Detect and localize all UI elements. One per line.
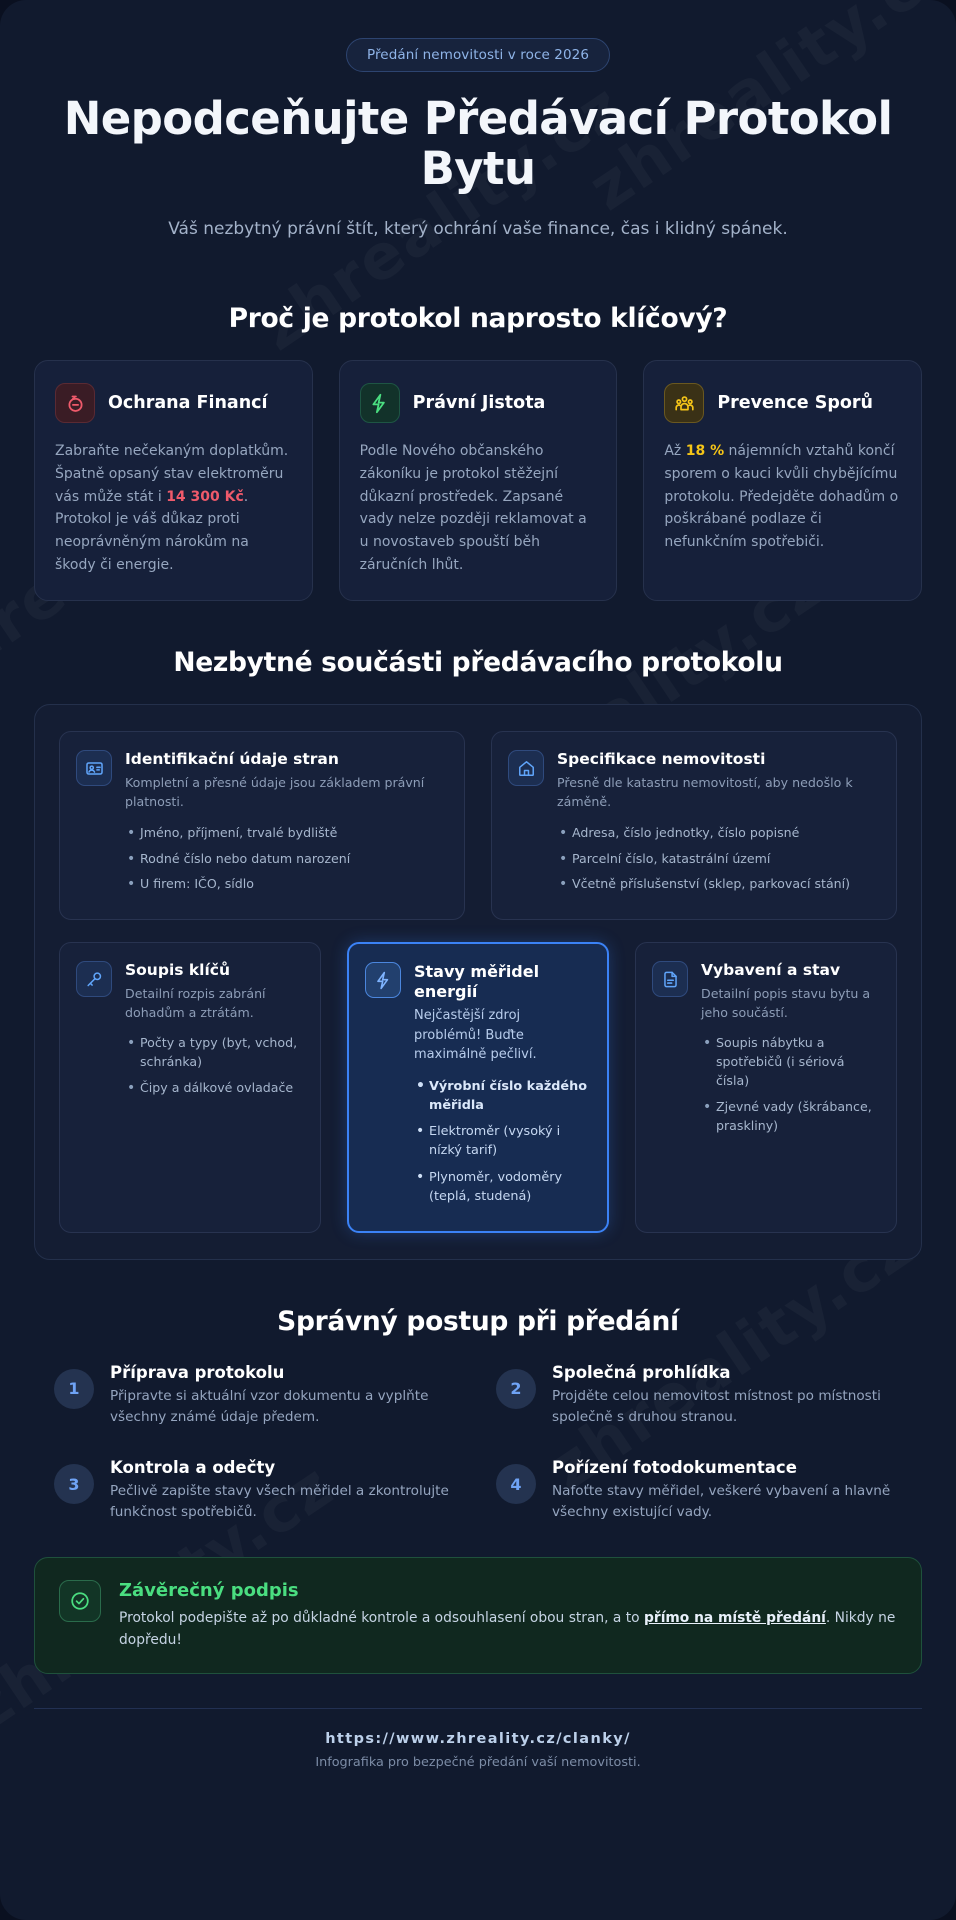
why-card-title: Prevence Sporů — [717, 392, 873, 413]
list-item: • Jméno, příjmení, trvalé bydliště — [125, 824, 448, 843]
step-desc: Pečlivě zapište stavy všech měřidel a zkontrolujte funkčnost spotřebičů. — [110, 1483, 449, 1521]
part-card-desc: Detailní rozpis zabrání dohadům a ztrátám. — [125, 985, 266, 1020]
step-title: Příprava protokolu — [110, 1362, 285, 1382]
part-card-featured — [347, 942, 609, 1233]
why-section-title: Proč je protokol naprosto klíčový? — [228, 303, 728, 335]
signature-text-before: Protokol podepište až po důkladné kontrole a odsouhlasení obou stran, a to — [119, 1610, 645, 1627]
step-desc: Projděte celou nemovitost místnost po místnosti společně s druhou stranou. — [552, 1387, 881, 1425]
steps-grid — [34, 1363, 922, 1523]
part-card-list — [125, 824, 448, 895]
list-item: • Adresa, číslo jednotky, číslo popisné — [557, 824, 880, 843]
step-item — [54, 1458, 460, 1523]
part-card-list — [557, 824, 880, 895]
why-card-text-before: Podle Nového občanského zákoníku je protokol stěžejní důkazní prostředek. Zapsané vady nelze později reklamovat a u novostaveb spouští běh záručních lhůt. — [359, 443, 587, 573]
parts-row-2 — [59, 942, 897, 1233]
id-card-icon — [76, 750, 112, 786]
page-title: Nepodceňujte Předávací Protokol Bytu — [63, 92, 893, 196]
list-item: • Včetně příslušenství (sklep, parkovací stání) — [557, 875, 880, 894]
why-card — [643, 360, 922, 601]
list-item: • Parcelní číslo, katastrální území — [557, 850, 880, 869]
why-card-body — [664, 440, 901, 553]
list-item: • Rodné číslo nebo datum narození — [125, 850, 448, 869]
list-item: • Elektroměr (vysoký i nízký tarif) — [414, 1122, 591, 1160]
part-card — [491, 731, 897, 920]
list-item: • Zjevné vady (škrábance, praskliny) — [701, 1098, 880, 1136]
why-card-header — [664, 383, 901, 423]
bolt-icon — [360, 383, 400, 423]
signature-emphasis: přímo na místě předání — [644, 1610, 826, 1627]
step-number: 1 — [54, 1369, 94, 1409]
document-icon — [652, 961, 688, 997]
list-item: • Plynoměr, vodoměry (teplá, studená) — [414, 1168, 591, 1206]
why-cards-grid — [34, 360, 922, 601]
hero-section — [34, 30, 922, 257]
part-card-desc: Detailní popis stavu bytu a jeho součástí. — [701, 985, 871, 1020]
check-circle-icon — [59, 1580, 101, 1622]
footer-url[interactable]: https://www.zhreality.cz/clanky/ — [325, 1731, 631, 1748]
footer-note: Infografika pro bezpečné předání vaší nemovitosti. — [315, 1755, 641, 1771]
why-card-text-after: . Protokol je váš důkaz proti neoprávněným nárokům na škody či energie. — [55, 488, 249, 573]
piggy-bank-icon — [55, 383, 95, 423]
parts-row-1 — [59, 731, 897, 920]
step-desc: Připravte si aktuální vzor dokumentu a vyplňte všechny známé údaje předem. — [110, 1387, 429, 1425]
why-card — [339, 360, 618, 601]
why-card-body — [360, 440, 597, 576]
why-card — [34, 360, 313, 601]
why-card-highlight: 14 300 Kč — [166, 488, 244, 505]
steps-section-title: Správný postup při předání — [277, 1305, 679, 1337]
step-title: Pořízení fotodokumentace — [552, 1458, 797, 1478]
parts-section-title: Nezbytné součásti předávacího protokolu — [173, 647, 783, 679]
list-item: • Počty a typy (byt, vchod, schránka) — [125, 1034, 304, 1072]
signature-text-after: . Nikdy ne dopředu! — [119, 1610, 896, 1649]
hero-subtitle: Váš nezbytný právní štít, který ochrání vaše finance, čas i klidný spánek. — [168, 218, 788, 239]
why-card-header — [55, 383, 292, 423]
why-card-title: Právní Jistota — [412, 392, 546, 413]
users-group-icon — [664, 383, 704, 423]
part-card-title: Soupis klíčů — [125, 961, 231, 980]
part-card-list — [414, 1077, 591, 1206]
part-card — [635, 942, 897, 1233]
why-card-text-before: Až — [664, 443, 686, 460]
why-card-highlight: 18 % — [685, 443, 725, 460]
part-card-title: Stavy měřidel energií — [414, 962, 540, 1002]
part-card-title: Specifikace nemovitosti — [557, 750, 766, 769]
signature-callout — [34, 1557, 922, 1674]
list-item: • U firem: IČO, sídlo — [125, 875, 448, 894]
why-card-title: Ochrana Financí — [108, 392, 268, 413]
why-card-header — [360, 383, 597, 423]
step-number: 2 — [496, 1369, 536, 1409]
part-card-title: Vybavení a stav — [701, 961, 841, 980]
why-card-text-before: Zabraňte nečekaným doplatkům. Špatně opsaný stav elektroměru vás může stát i — [55, 443, 289, 505]
footer — [34, 1708, 922, 1798]
part-card-desc: Nejčastější zdroj problémů! Buďte maximálně pečliví. — [414, 1008, 537, 1063]
part-card-desc: Kompletní a přesné údaje jsou základem právní platnosti. — [125, 774, 425, 809]
signature-text — [119, 1607, 897, 1651]
parts-panel — [34, 704, 922, 1259]
key-icon — [76, 961, 112, 997]
bolt-icon — [365, 962, 401, 998]
part-card-desc: Přesně dle katastru nemovitostí, aby nedošlo k záměně. — [557, 774, 853, 809]
step-desc: Nafoťte stavy měřidel, veškeré vybavení a hlavně všechny existující vady. — [552, 1483, 891, 1521]
hero-badge: Předání nemovitosti v roce 2026 — [346, 38, 610, 72]
signature-title: Závěrečný podpis — [119, 1580, 299, 1602]
list-item: • Výrobní číslo každého měřidla — [414, 1077, 591, 1115]
home-icon — [508, 750, 544, 786]
step-number: 4 — [496, 1464, 536, 1504]
step-item — [496, 1363, 902, 1428]
part-card — [59, 942, 321, 1233]
part-card — [59, 731, 465, 920]
part-card-title: Identifikační údaje stran — [125, 750, 339, 769]
step-title: Společná prohlídka — [552, 1362, 731, 1382]
list-item: • Čipy a dálkové ovladače — [125, 1079, 304, 1098]
step-title: Kontrola a odečty — [110, 1458, 276, 1478]
step-number: 3 — [54, 1464, 94, 1504]
step-item — [54, 1363, 460, 1428]
part-card-list — [701, 1034, 880, 1135]
list-item: • Soupis nábytku a spotřebičů (i sériová čísla) — [701, 1034, 880, 1091]
why-card-body — [55, 440, 292, 576]
step-item — [496, 1458, 902, 1523]
part-card-list — [125, 1034, 304, 1098]
why-card-text-after: nájemních vztahů končí sporem o kauci kvůli chybějícímu protokolu. Předejděte dohadům o poškrábané podlaze či nefunkčním spotřebiči. — [664, 443, 899, 551]
